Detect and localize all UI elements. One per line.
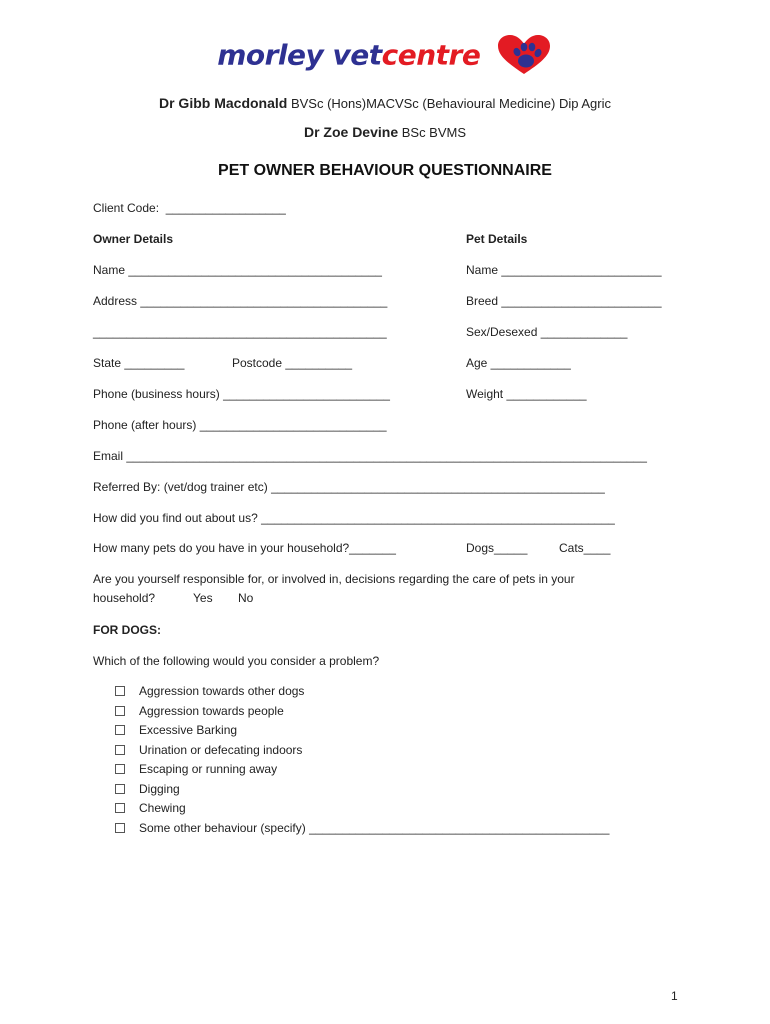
owner-postcode-field[interactable]: Postcode __________ <box>232 356 353 370</box>
problem-label: Aggression towards other dogs <box>139 684 305 698</box>
checkbox-icon[interactable] <box>115 745 125 755</box>
checkbox-icon[interactable] <box>115 764 125 774</box>
no-option[interactable]: No <box>238 591 254 605</box>
problem-item[interactable] <box>115 723 237 737</box>
checkbox-icon[interactable] <box>115 803 125 813</box>
pets-count-field[interactable]: How many pets do you have in your household?_______ <box>93 541 396 555</box>
yes-option[interactable]: Yes <box>193 591 213 605</box>
pet-age-field[interactable]: Age ____________ <box>466 356 571 370</box>
page-number: 1 <box>671 989 678 1003</box>
problem-label: Some other behaviour (specify) _____________________________________________ <box>139 821 610 835</box>
find-out-field[interactable]: How did you find out about us? _____________________________________________________ <box>93 511 615 525</box>
owner-state-field[interactable]: State _________ <box>93 356 185 370</box>
client-code-field[interactable]: Client Code: __________________ <box>93 201 286 215</box>
doctor-line-2 <box>0 124 770 140</box>
page-title: PET OWNER BEHAVIOUR QUESTIONNAIRE <box>218 162 552 179</box>
owner-address-field[interactable]: Address _____________________________________ <box>93 294 388 308</box>
problem-label: Escaping or running away <box>139 762 278 776</box>
logo-text-morley: morley <box>217 38 333 72</box>
pet-sex-field[interactable]: Sex/Desexed _____________ <box>466 325 628 339</box>
doctor-line-1 <box>0 95 770 111</box>
problem-item[interactable] <box>115 743 302 757</box>
problem-question: Which of the following would you consider a problem? <box>93 654 380 668</box>
checkbox-icon[interactable] <box>115 823 125 833</box>
doctor-qualifications: BVSc (Hons)MACVSc (Behavioural Medicine) Dip Agric <box>287 96 611 111</box>
problem-label: Digging <box>139 782 180 796</box>
responsible-question: Are you yourself responsible for, or involved in, decisions regarding the care of pets in your <box>93 572 575 586</box>
doctor-qualifications: BSc BVMS <box>398 125 467 140</box>
cats-count-field[interactable]: Cats____ <box>559 541 611 555</box>
problem-item[interactable] <box>115 704 284 718</box>
dogs-count-field[interactable]: Dogs_____ <box>466 541 528 555</box>
email-field[interactable]: Email ______________________________________________________________________________ <box>93 449 647 463</box>
logo-text-centre: centre <box>381 38 481 72</box>
owner-address-line2-field[interactable]: ____________________________________________ <box>93 325 387 339</box>
pet-weight-field[interactable]: Weight ____________ <box>466 387 587 401</box>
problem-label: Chewing <box>139 801 186 815</box>
checkbox-icon[interactable] <box>115 686 125 696</box>
doctor-name: Dr Zoe Devine <box>303 124 399 140</box>
heart-paw-icon <box>495 34 553 76</box>
referred-by-field[interactable]: Referred By: (vet/dog trainer etc) __________________________________________________ <box>93 480 605 494</box>
pet-details-heading: Pet Details <box>466 232 528 246</box>
problem-item[interactable] <box>115 782 180 796</box>
for-dogs-heading: FOR DOGS: <box>93 623 161 637</box>
owner-phone-after-field[interactable]: Phone (after hours) ____________________________ <box>93 418 387 432</box>
responsible-question-cont: household? <box>93 591 156 605</box>
problem-item[interactable] <box>115 801 186 815</box>
checkbox-icon[interactable] <box>115 784 125 794</box>
checkbox-icon[interactable] <box>115 725 125 735</box>
owner-phone-business-field[interactable]: Phone (business hours) _________________________ <box>93 387 390 401</box>
doctor-name: Dr Gibb Macdonald <box>158 95 288 111</box>
pet-name-field[interactable]: Name ________________________ <box>466 263 662 277</box>
logo <box>0 34 770 76</box>
owner-name-field[interactable]: Name ______________________________________ <box>93 263 382 277</box>
problem-label: Urination or defecating indoors <box>139 743 303 757</box>
problem-item[interactable] <box>115 684 304 698</box>
owner-details-heading: Owner Details <box>93 232 174 246</box>
checkbox-icon[interactable] <box>115 706 125 716</box>
pet-breed-field[interactable]: Breed ________________________ <box>466 294 662 308</box>
problem-item[interactable] <box>115 762 277 776</box>
logo-text-vet: vet <box>332 38 382 72</box>
problem-item[interactable] <box>115 821 609 835</box>
problem-label: Aggression towards people <box>139 704 284 718</box>
problem-label: Excessive Barking <box>139 723 238 737</box>
